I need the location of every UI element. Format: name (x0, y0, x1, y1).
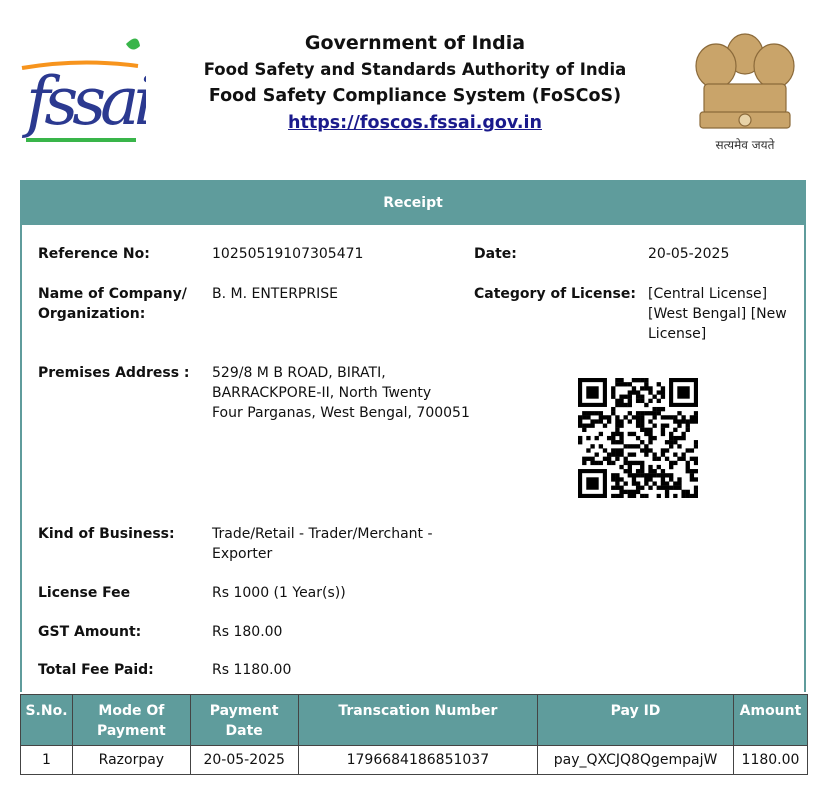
table-row (21, 746, 808, 775)
col-date-line2: Date (225, 723, 263, 739)
license-fee-label: License Fee (38, 585, 131, 601)
qr-code (578, 378, 698, 498)
business-label: Kind of Business: (38, 526, 175, 542)
col-transaction: Transcation Number (298, 695, 538, 746)
col-amount: Amount (733, 695, 807, 746)
col-mode-line2: Payment (96, 723, 166, 739)
address-line3: Four Parganas, West Bengal, 700051 (212, 405, 470, 421)
system-title: Food Safety Compliance System (FoSCoS) (208, 86, 622, 106)
cell-transaction: 1796684186851037 (298, 746, 538, 775)
address-line2: BARRACKPORE-II, North Twenty (212, 385, 432, 401)
receipt-title: Receipt (22, 182, 804, 225)
address-line1: 529/8 M B ROAD, BIRATI, (212, 365, 386, 381)
col-mode (72, 695, 190, 746)
reference-label: Reference No: (38, 246, 150, 262)
payment-table (20, 694, 808, 775)
gst-value: Rs 180.00 (212, 624, 283, 640)
table-header-row (21, 695, 808, 746)
company-label-line1: Name of Company/ (38, 286, 187, 302)
fssai-logo-text: fssai (26, 63, 146, 140)
category-label: Category of License: (474, 286, 636, 302)
company-value: B. M. ENTERPRISE (212, 286, 338, 302)
authority-title: Food Safety and Standards Authority of India (203, 60, 627, 79)
national-emblem (682, 26, 808, 154)
fssai-logo (20, 28, 146, 152)
reference-value: 10250519107305471 (212, 246, 364, 262)
cell-payid: pay_QXCJQ8QgempajW (538, 746, 734, 775)
emblem-motto: सत्यमेव जयते (715, 138, 775, 152)
category-value-line1: [Central License] (648, 286, 768, 302)
header-titles (160, 30, 670, 137)
category-value-line3: License] (648, 326, 707, 342)
date-value: 20-05-2025 (648, 246, 730, 262)
cell-amount: 1180.00 (733, 746, 807, 775)
total-label: Total Fee Paid: (38, 662, 154, 678)
cell-date: 20-05-2025 (190, 746, 298, 775)
date-label: Date: (474, 246, 517, 262)
company-label-line2: Organization: (38, 306, 146, 322)
government-title: Government of India (304, 32, 526, 54)
col-sno: S.No. (21, 695, 73, 746)
col-mode-line1: Mode Of (98, 703, 165, 719)
col-payid: Pay ID (538, 695, 734, 746)
foscos-link[interactable]: https://foscos.fssai.gov.in (288, 113, 542, 133)
cell-sno: 1 (21, 746, 73, 775)
receipt-panel (20, 180, 806, 692)
col-payment-date (190, 695, 298, 746)
total-value: Rs 1180.00 (212, 662, 292, 678)
cell-mode: Razorpay (72, 746, 190, 775)
business-line1: Trade/Retail - Trader/Merchant - (212, 526, 433, 542)
license-fee-value: Rs 1000 (1 Year(s)) (212, 585, 346, 601)
address-label: Premises Address : (38, 365, 190, 381)
business-line2: Exporter (212, 546, 273, 562)
col-date-line1: Payment (209, 703, 279, 719)
category-value-line2: [West Bengal] [New (648, 306, 787, 322)
gst-label: GST Amount: (38, 624, 142, 640)
